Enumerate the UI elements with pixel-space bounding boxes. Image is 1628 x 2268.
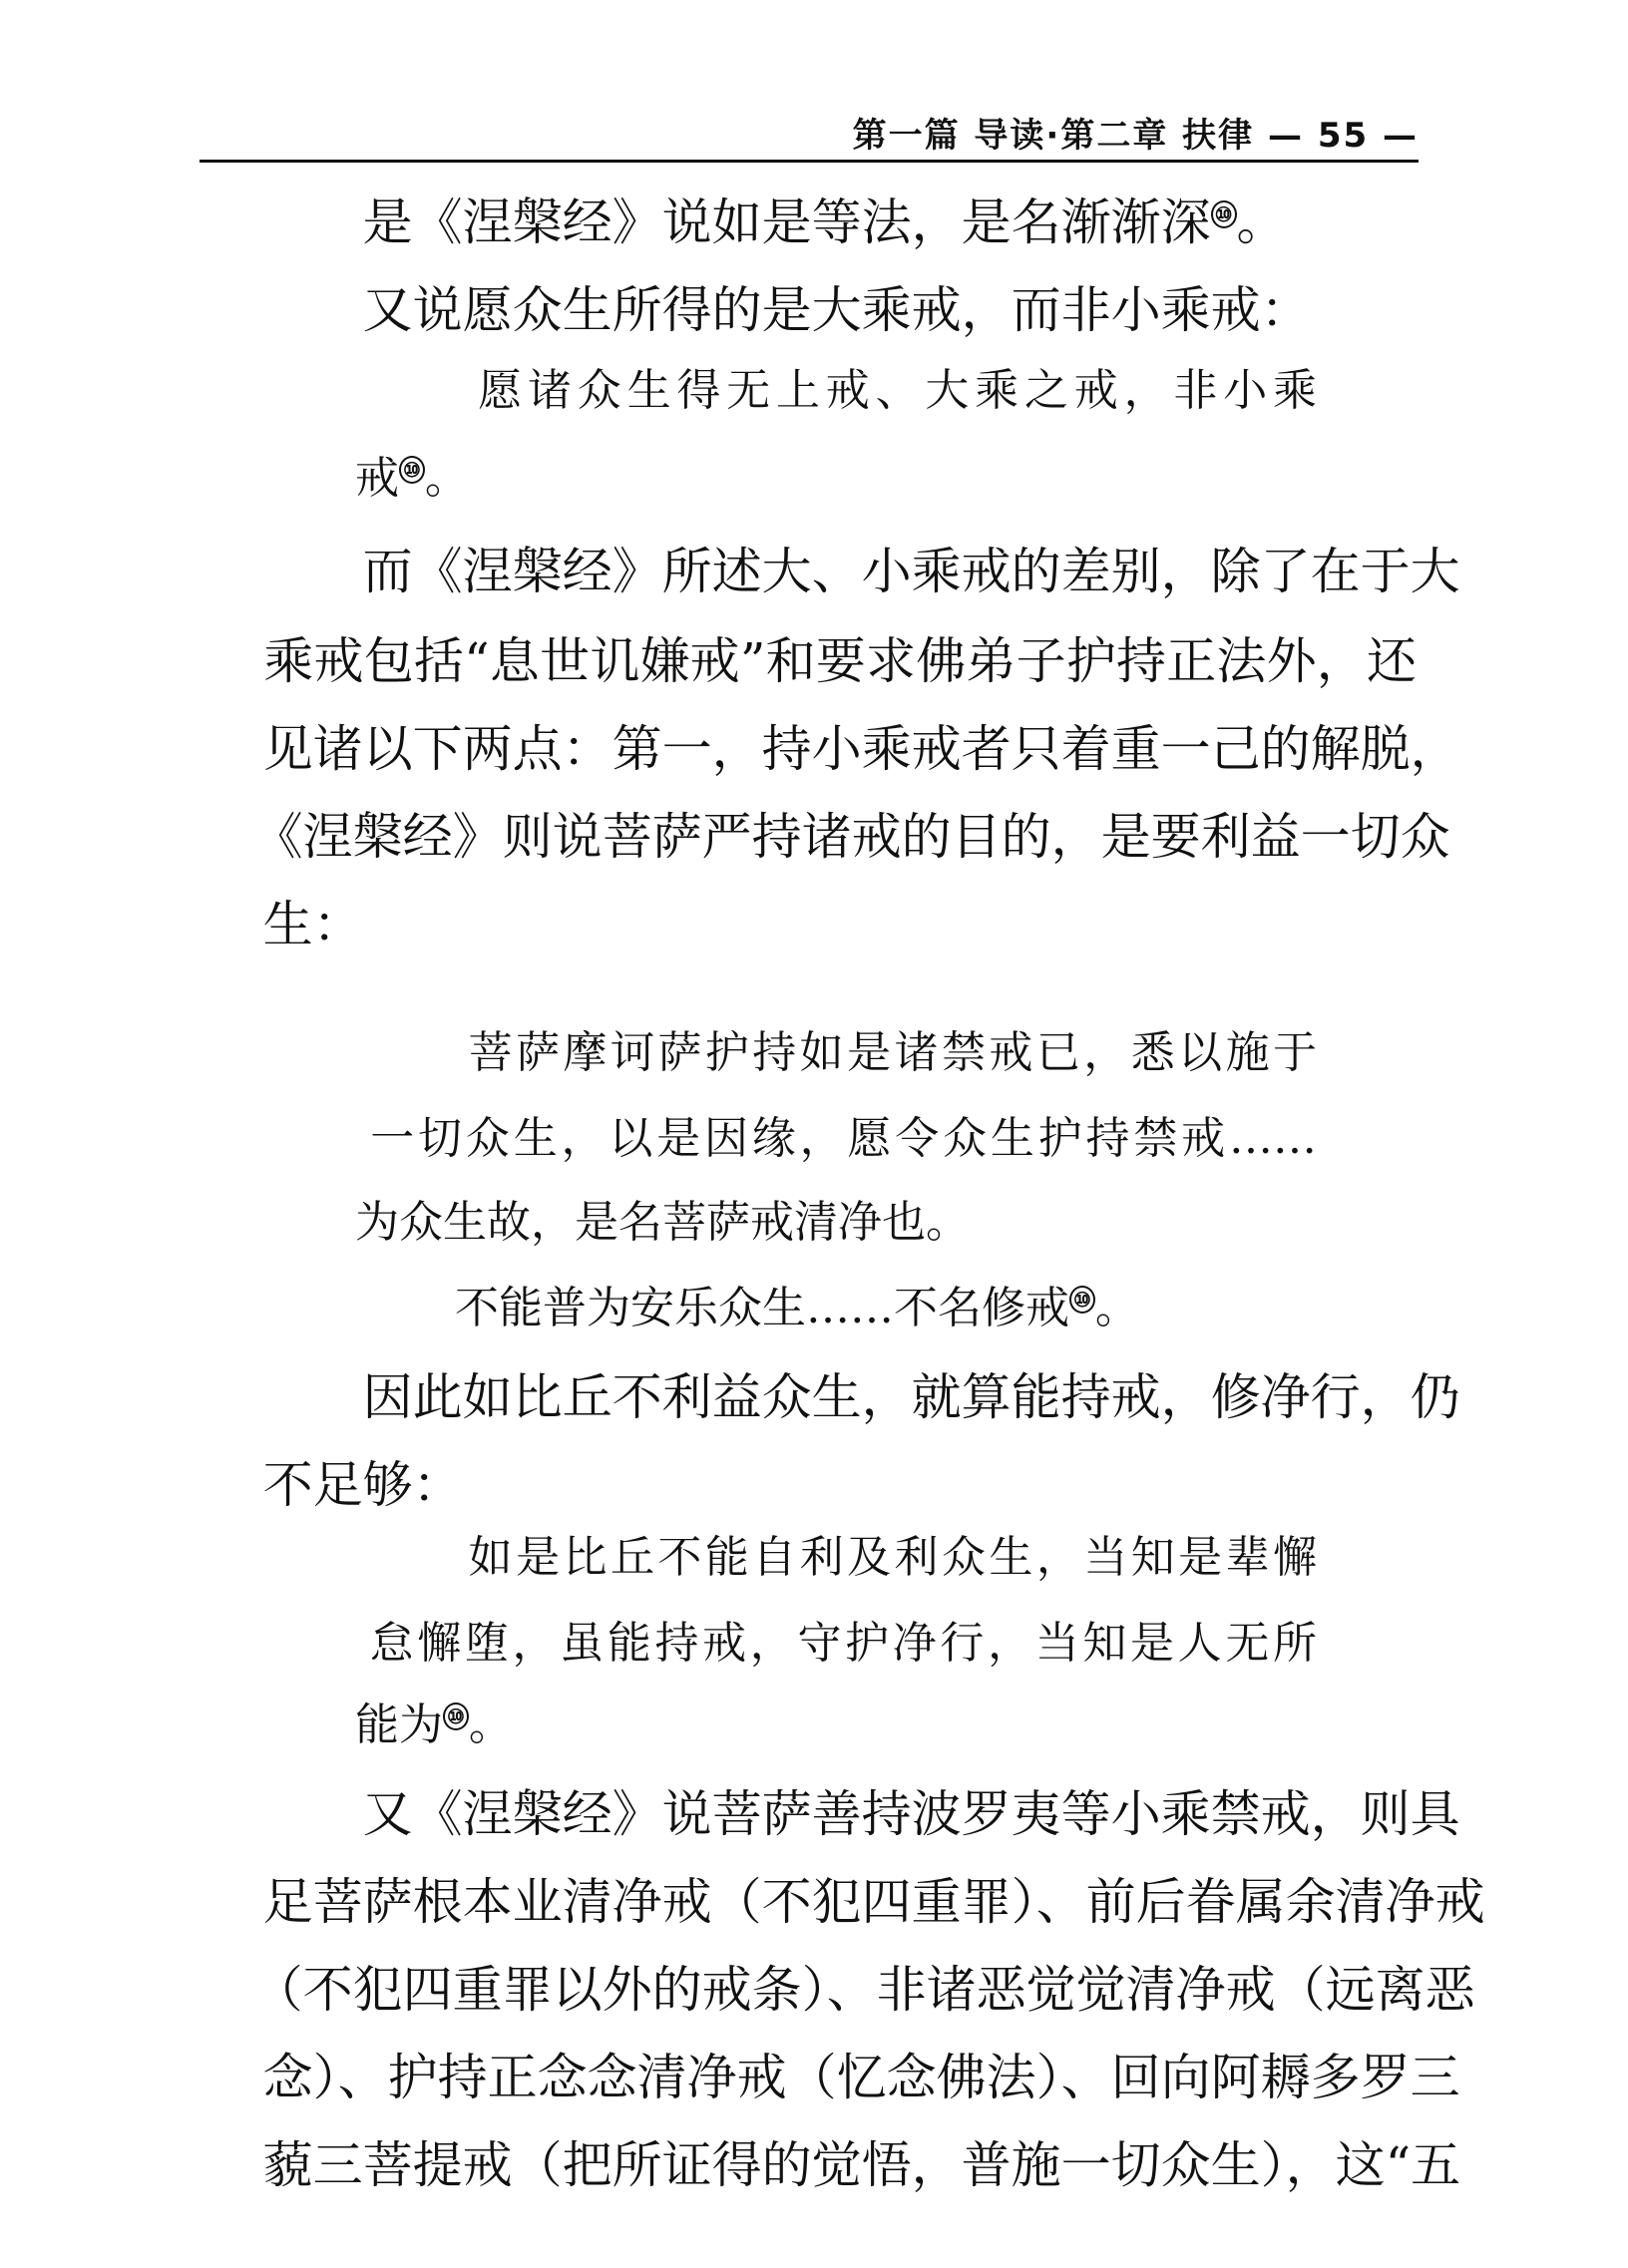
line-text: 如是比丘不能自利及利众生，当知是辈懈 [468,1532,1317,1583]
line-text: 一切众生，以是因缘，愿令众生护持禁戒…… [370,1113,1317,1164]
line-text: 乘戒包括“息世讥嫌戒”和要求佛弟子护持正法外，还 [263,632,1417,690]
line-text: 又说愿众生所得的是大乘戒，而非小乘戒： [362,281,1311,339]
line-text: 为众生故，是名菩萨戒清净也。 [354,1197,970,1248]
text-line [200,850,363,999]
line-text: 戒 [354,453,399,504]
text-line [190,762,1450,912]
line-text: 不足够： [262,1456,463,1514]
line-text: 见诸以下两点：第一，持小乘戒者只着重一己的解脱， [262,720,1460,778]
footnote-marker: ⑩ [1211,200,1237,228]
line-tail: 。 [1094,1283,1139,1333]
line-text: 因此如比丘不利益众生，就算能持戒，修净行，仍 [362,1368,1460,1426]
text-line [200,2090,1461,2240]
line-text: 愿诸众生得无上戒、大乘之戒，非小乘 [478,365,1317,416]
footnote-marker: ⑩ [1069,1286,1095,1314]
line-text: （不犯四重罪以外的戒条）、非诸恶觉觉清净戒（远离恶 [252,1961,1475,2019]
line-text: 不能普为安乐众生……不名修戒 [454,1283,1069,1333]
line-text: 是《涅槃经》说如是等法，是名渐渐深 [362,193,1211,251]
line-text: 又《涅槃经》说菩萨善持波罗夷等小乘禁戒，则具 [362,1785,1460,1843]
line-tail: 。 [468,1700,513,1750]
line-text: 怠懈堕，虽能持戒，守护净行，当知是人无所 [369,1618,1317,1669]
footnote-marker: ⑩ [443,1702,469,1730]
line-text: 念）、护持正念念清净戒（忆念佛法）、回向阿耨多罗三 [262,2049,1460,2106]
line-text: 藐三菩提戒（把所证得的觉悟，普施一切众生），这“五 [262,2136,1461,2194]
quote-line [399,325,1317,457]
footnote-marker: ⑩ [399,456,425,484]
line-text: 足菩萨根本业清净戒（不犯四重罪）、前后眷属余清净戒 [262,1873,1485,1931]
line-tail: 。 [1236,193,1287,251]
line-text: 能为 [354,1700,443,1750]
line-text: 菩萨摩诃萨护持如是诸禁戒已，悉以施于 [468,1027,1317,1078]
line-text: 《涅槃经》则说菩萨严持诸戒的目的，是要利益一切众 [252,808,1450,866]
line-text: 生： [262,896,363,953]
line-text: 而《涅槃经》所述大、小乘戒的差别，除了在于大 [362,543,1460,600]
line-tail: 。 [424,453,469,504]
running-title: 第一篇 导读·第二章 扶律 — 55 — [852,116,1419,156]
text-line [299,1323,1460,1472]
